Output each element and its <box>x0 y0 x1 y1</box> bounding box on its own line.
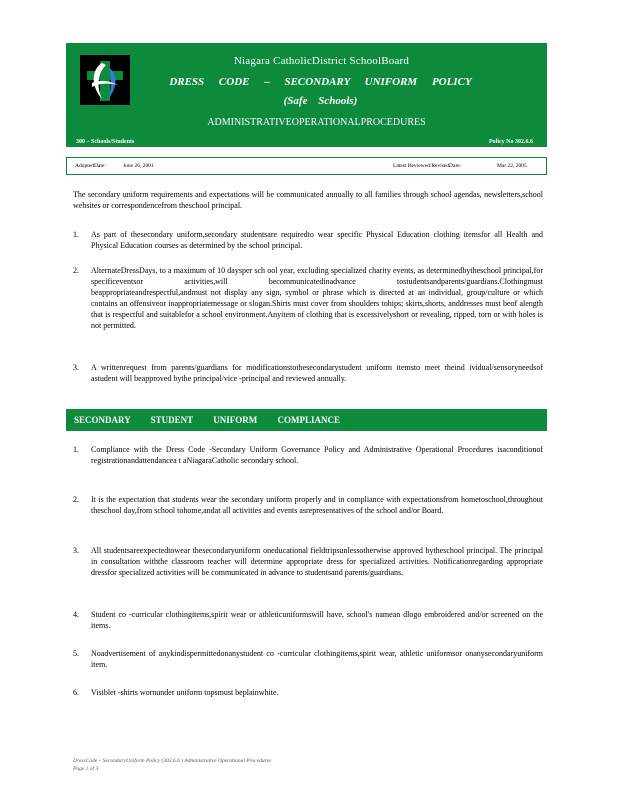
list-item-number: 3. <box>73 363 79 372</box>
board-name: Niagara CatholicDistrict SchoolBoard <box>233 55 410 67</box>
list-item-text: Student co -curricular clothingitems,spirit wear or athleticuniformswill have, school's namean dlogo embroidered and/or screened on the items. <box>91 610 543 630</box>
adopted-date-value: June 26, 2001 <box>123 163 154 169</box>
revised-date-value: Mar 22, 2005 <box>497 163 527 169</box>
section-label: 300 – Schools/Students <box>76 139 135 145</box>
list-item-text: Compliance with the Dress Code -Secondary Uniform Governance Policy and Administrative Operational Procedures isaconditionof registrationandattendancea t aNiagaraCatholic secondary school. <box>91 445 543 465</box>
list-item-text: All studentsareexpectedtowear thesecondaryuniform oneducational fieldtripsunlessotherwise approved bytheschool principal. The principal in consultation withthe classroom teacher will determine appropriate dress for specialized activities. Notificationregarding appropriate dressfor specialized activities will be communicated in advance to studentsand parents/guardians. <box>91 546 543 577</box>
list-item-text: Visiblet -shirts wornunder uniform topsmust beplainwhite. <box>91 688 279 697</box>
section-banner-title: SECONDARY STUDENT UNIFORM COMPLIANCE <box>74 415 340 425</box>
header-banner <box>66 43 547 147</box>
list-item-text: It is the expectation that students wear the secondary uniform properly and in compliance with expectationsfrom hometoschool,throughout theschool day,from school tohome,andat all activities and events asrepresentatives of the school and/or Board. <box>91 495 543 515</box>
section-banner <box>66 409 547 431</box>
list-item-text: As part of thesecondary uniform,secondary studentsare requiredto wear specific Physical Education clothing itemsfor all Health and Physical Education courses as determined by the school principal. <box>91 230 543 250</box>
list-item-number: 1. <box>73 445 79 454</box>
policy-number: Policy No 302.6.6 <box>489 139 533 145</box>
footer-document-title: DressCode – SecondaryUniform Policy (302.6.6 ) Administrative Operational Procedures <box>73 758 272 764</box>
list-item-number: 5. <box>73 649 79 658</box>
list-item-number: 6. <box>73 688 79 697</box>
adopted-date-label: AdoptedDate: <box>75 163 106 169</box>
list-item-text: Noadvertisement of anykindispermittedonanystudent co -curricular clothingitems,spirit wear, athletic uniformsor onanysecondaryuniform item. <box>91 649 543 669</box>
footer-page-number: Page 1 of 3 <box>73 766 99 772</box>
page-footer <box>73 757 271 773</box>
policy-subtitle: (Safe Schools) <box>283 95 358 107</box>
revised-date-label: Latest Reviewed/RevisedDate: <box>393 163 461 169</box>
procedures-heading: ADMINISTRATIVEOPERATIONALPROCEDURES <box>207 117 426 128</box>
list-item-number: 1. <box>73 230 79 239</box>
dates-bar <box>66 157 547 175</box>
list-item-text: A writtenrequest from parents/guardians for modificationstothesecondarystudent uniform itemsto meet theind ividual/sensoryneedsof astudent will beapproved bythe principal/vice -principal and reviewed annually. <box>91 363 543 383</box>
policy-title: DRESS CODE – SECONDARY UNIFORM POLICY <box>169 76 472 88</box>
list-item-number: 4. <box>73 610 79 619</box>
list-item-number: 2. <box>73 495 79 504</box>
list-item-number: 3. <box>73 546 79 555</box>
intro-paragraph: The secondary uniform requirements and expectations will be communicated annually to all families through school agendas, newsletters,school websites or correspondencefrom theschool principal. <box>73 190 543 210</box>
list-item-number: 2. <box>73 266 79 275</box>
list-item-text: AlternateDressDays, to a maximum of 10 daysper sch ool year, excluding specialized charity events, as determinedbytheschool principal,for specificeventsor activities,will becommunicatedinadvance tostudentsandparents/guardians.Clothingmust beappropriateandrespectful,andmust not display any sign, symbol or phrase which is directed at an individual, group/culture or which contains an offensiveor inappropriatemessage or slogan.Shirts must cover from shoulders tohips; skirts,shorts, anddresses must beof alength that is respectful and suitablefor a school environment.Anyitem of clothing that is excessivelyshort or revealing, ripped, torn or with holes is not permitted. <box>91 266 543 330</box>
